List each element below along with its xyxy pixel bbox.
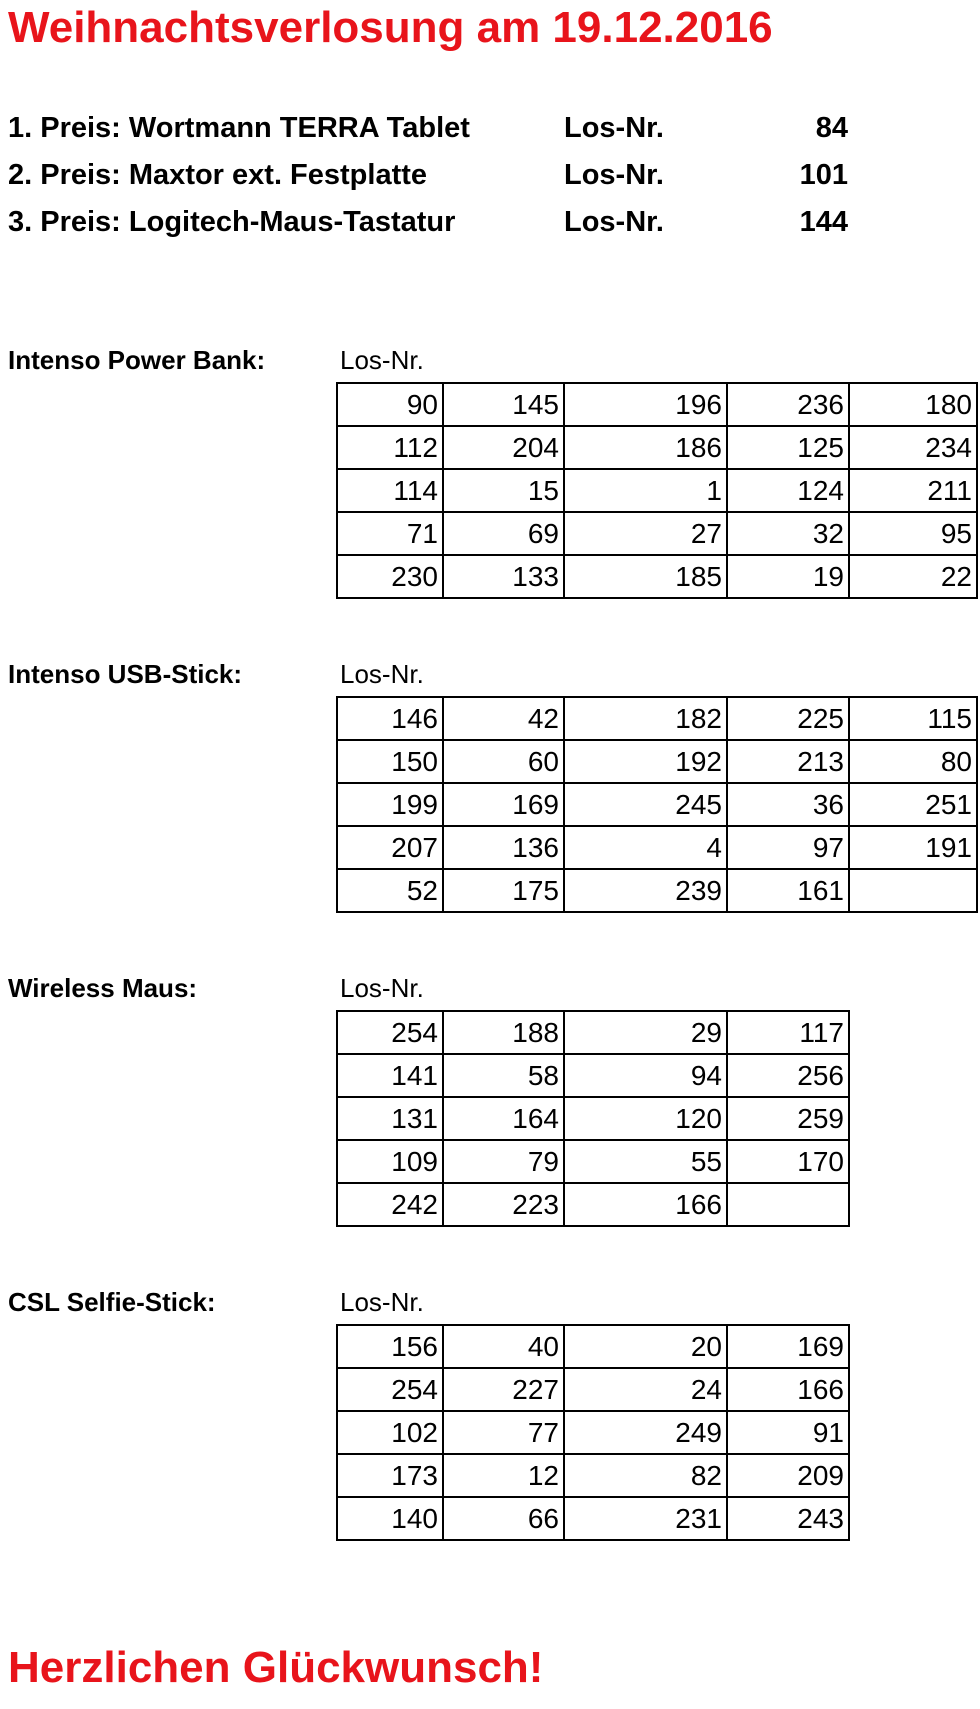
los-number-cell: 245 bbox=[564, 783, 727, 826]
los-header: Los-Nr. bbox=[340, 659, 424, 689]
prize-row-3 bbox=[8, 200, 848, 244]
section-label-wireless-maus: Wireless Maus: bbox=[8, 973, 198, 1003]
los-number-cell: 191 bbox=[849, 826, 977, 869]
los-number-cell: 91 bbox=[727, 1411, 849, 1454]
los-number-cell: 161 bbox=[727, 869, 849, 912]
los-number-cell: 207 bbox=[337, 826, 443, 869]
los-number-cell: 150 bbox=[337, 740, 443, 783]
los-number-cell: 125 bbox=[727, 426, 849, 469]
los-number-cell: 199 bbox=[337, 783, 443, 826]
los-number-cell: 112 bbox=[337, 426, 443, 469]
los-number-cell: 124 bbox=[727, 469, 849, 512]
los-number-cell: 254 bbox=[337, 1368, 443, 1411]
los-number-cell: 71 bbox=[337, 512, 443, 555]
los-number-cell: 223 bbox=[443, 1183, 564, 1226]
los-number-cell: 66 bbox=[443, 1497, 564, 1540]
los-number-cell: 145 bbox=[443, 383, 564, 426]
table-row bbox=[337, 1368, 849, 1411]
los-number-cell: 97 bbox=[727, 826, 849, 869]
table-row bbox=[337, 383, 977, 426]
prize-label: 1. Preis: Wortmann TERRA Tablet bbox=[8, 112, 470, 144]
los-number-cell: 196 bbox=[564, 383, 727, 426]
table-row bbox=[337, 1454, 849, 1497]
table-row bbox=[337, 697, 977, 740]
table-row bbox=[337, 469, 977, 512]
los-number-cell: 24 bbox=[564, 1368, 727, 1411]
los-label: Los-Nr. bbox=[564, 206, 664, 238]
los-number-cell: 211 bbox=[849, 469, 977, 512]
prize-label: 2. Preis: Maxtor ext. Festplatte bbox=[8, 159, 428, 191]
table-power-bank bbox=[336, 382, 978, 599]
table-row bbox=[337, 555, 977, 598]
los-number-cell: 256 bbox=[727, 1054, 849, 1097]
los-number-cell: 180 bbox=[849, 383, 977, 426]
los-number-cell: 117 bbox=[727, 1011, 849, 1054]
los-number-cell: 19 bbox=[727, 555, 849, 598]
los-number-cell: 55 bbox=[564, 1140, 727, 1183]
los-number-cell: 20 bbox=[564, 1325, 727, 1368]
los-number-cell: 204 bbox=[443, 426, 564, 469]
los-number-cell: 156 bbox=[337, 1325, 443, 1368]
los-number-cell: 231 bbox=[564, 1497, 727, 1540]
table-row bbox=[337, 1054, 849, 1097]
los-number-cell: 22 bbox=[849, 555, 977, 598]
los-number-cell: 4 bbox=[564, 826, 727, 869]
los-number-cell: 243 bbox=[727, 1497, 849, 1540]
prize-number: 84 bbox=[815, 112, 848, 144]
section-label-usb-stick: Intenso USB-Stick: bbox=[8, 659, 243, 689]
los-number-cell: 234 bbox=[849, 426, 977, 469]
table-row bbox=[337, 1097, 849, 1140]
table-row bbox=[337, 1011, 849, 1054]
los-number-cell: 170 bbox=[727, 1140, 849, 1183]
los-number-cell: 166 bbox=[564, 1183, 727, 1226]
section-label-power-bank: Intenso Power Bank: bbox=[8, 345, 266, 375]
table-row bbox=[337, 1183, 849, 1226]
los-number-cell: 115 bbox=[849, 697, 977, 740]
los-number-cell: 27 bbox=[564, 512, 727, 555]
los-number-cell: 213 bbox=[727, 740, 849, 783]
table-row bbox=[337, 512, 977, 555]
los-number-cell: 109 bbox=[337, 1140, 443, 1183]
los-number-cell: 186 bbox=[564, 426, 727, 469]
los-number-cell: 185 bbox=[564, 555, 727, 598]
table-row bbox=[337, 1497, 849, 1540]
los-number-cell: 136 bbox=[443, 826, 564, 869]
los-number-cell: 94 bbox=[564, 1054, 727, 1097]
los-number-cell: 58 bbox=[443, 1054, 564, 1097]
los-number-cell: 188 bbox=[443, 1011, 564, 1054]
table-row bbox=[337, 1325, 849, 1368]
los-number-cell: 141 bbox=[337, 1054, 443, 1097]
table-row bbox=[337, 826, 977, 869]
los-header: Los-Nr. bbox=[340, 1287, 424, 1317]
table-row bbox=[337, 740, 977, 783]
los-label: Los-Nr. bbox=[564, 159, 664, 191]
los-number-cell: 227 bbox=[443, 1368, 564, 1411]
los-number-cell: 69 bbox=[443, 512, 564, 555]
los-number-cell: 120 bbox=[564, 1097, 727, 1140]
los-number-cell: 225 bbox=[727, 697, 849, 740]
los-number-cell: 36 bbox=[727, 783, 849, 826]
los-number-cell: 131 bbox=[337, 1097, 443, 1140]
los-number-cell: 12 bbox=[443, 1454, 564, 1497]
prize-number: 144 bbox=[799, 206, 848, 238]
los-number-cell: 140 bbox=[337, 1497, 443, 1540]
los-number-cell: 173 bbox=[337, 1454, 443, 1497]
los-number-cell: 79 bbox=[443, 1140, 564, 1183]
los-number-cell: 114 bbox=[337, 469, 443, 512]
los-number-cell: 95 bbox=[849, 512, 977, 555]
los-number-cell: 32 bbox=[727, 512, 849, 555]
prize-label: 3. Preis: Logitech-Maus-Tastatur bbox=[8, 206, 456, 238]
table-wireless-maus bbox=[336, 1010, 850, 1227]
los-header: Los-Nr. bbox=[340, 345, 424, 375]
los-number-cell: 80 bbox=[849, 740, 977, 783]
los-number-cell: 42 bbox=[443, 697, 564, 740]
los-number-cell: 52 bbox=[337, 869, 443, 912]
los-label: Los-Nr. bbox=[564, 112, 664, 144]
los-number-cell: 29 bbox=[564, 1011, 727, 1054]
section-label-selfie-stick: CSL Selfie-Stick: bbox=[8, 1287, 216, 1317]
los-number-cell: 60 bbox=[443, 740, 564, 783]
page-title: Weihnachtsverlosung am 19.12.2016 bbox=[8, 3, 773, 52]
los-header: Los-Nr. bbox=[340, 973, 424, 1003]
table-row bbox=[337, 783, 977, 826]
los-number-cell: 15 bbox=[443, 469, 564, 512]
los-number-cell: 1 bbox=[564, 469, 727, 512]
los-number-cell: 259 bbox=[727, 1097, 849, 1140]
los-number-cell: 169 bbox=[443, 783, 564, 826]
prize-number: 101 bbox=[799, 159, 848, 191]
los-number-cell: 209 bbox=[727, 1454, 849, 1497]
los-number-cell: 146 bbox=[337, 697, 443, 740]
los-number-cell: 239 bbox=[564, 869, 727, 912]
los-number-cell: 77 bbox=[443, 1411, 564, 1454]
los-number-cell: 254 bbox=[337, 1011, 443, 1054]
los-number-cell: 242 bbox=[337, 1183, 443, 1226]
prize-row-1 bbox=[8, 106, 848, 150]
los-number-cell: 192 bbox=[564, 740, 727, 783]
table-row bbox=[337, 426, 977, 469]
los-number-cell: 230 bbox=[337, 555, 443, 598]
los-number-cell: 40 bbox=[443, 1325, 564, 1368]
table-usb-stick bbox=[336, 696, 978, 913]
los-number-cell: 169 bbox=[727, 1325, 849, 1368]
los-number-cell: 249 bbox=[564, 1411, 727, 1454]
los-number-cell: 164 bbox=[443, 1097, 564, 1140]
footer-message: Herzlichen Glückwunsch! bbox=[8, 1643, 544, 1692]
los-number-cell: 236 bbox=[727, 383, 849, 426]
los-number-cell bbox=[727, 1183, 849, 1226]
table-row bbox=[337, 1411, 849, 1454]
los-number-cell: 166 bbox=[727, 1368, 849, 1411]
los-number-cell: 182 bbox=[564, 697, 727, 740]
los-number-cell: 133 bbox=[443, 555, 564, 598]
los-number-cell: 175 bbox=[443, 869, 564, 912]
prize-row-2 bbox=[8, 153, 848, 197]
los-number-cell: 251 bbox=[849, 783, 977, 826]
table-selfie-stick bbox=[336, 1324, 850, 1541]
table-row bbox=[337, 1140, 849, 1183]
los-number-cell: 82 bbox=[564, 1454, 727, 1497]
los-number-cell: 102 bbox=[337, 1411, 443, 1454]
los-number-cell bbox=[849, 869, 977, 912]
los-number-cell: 90 bbox=[337, 383, 443, 426]
table-row bbox=[337, 869, 977, 912]
